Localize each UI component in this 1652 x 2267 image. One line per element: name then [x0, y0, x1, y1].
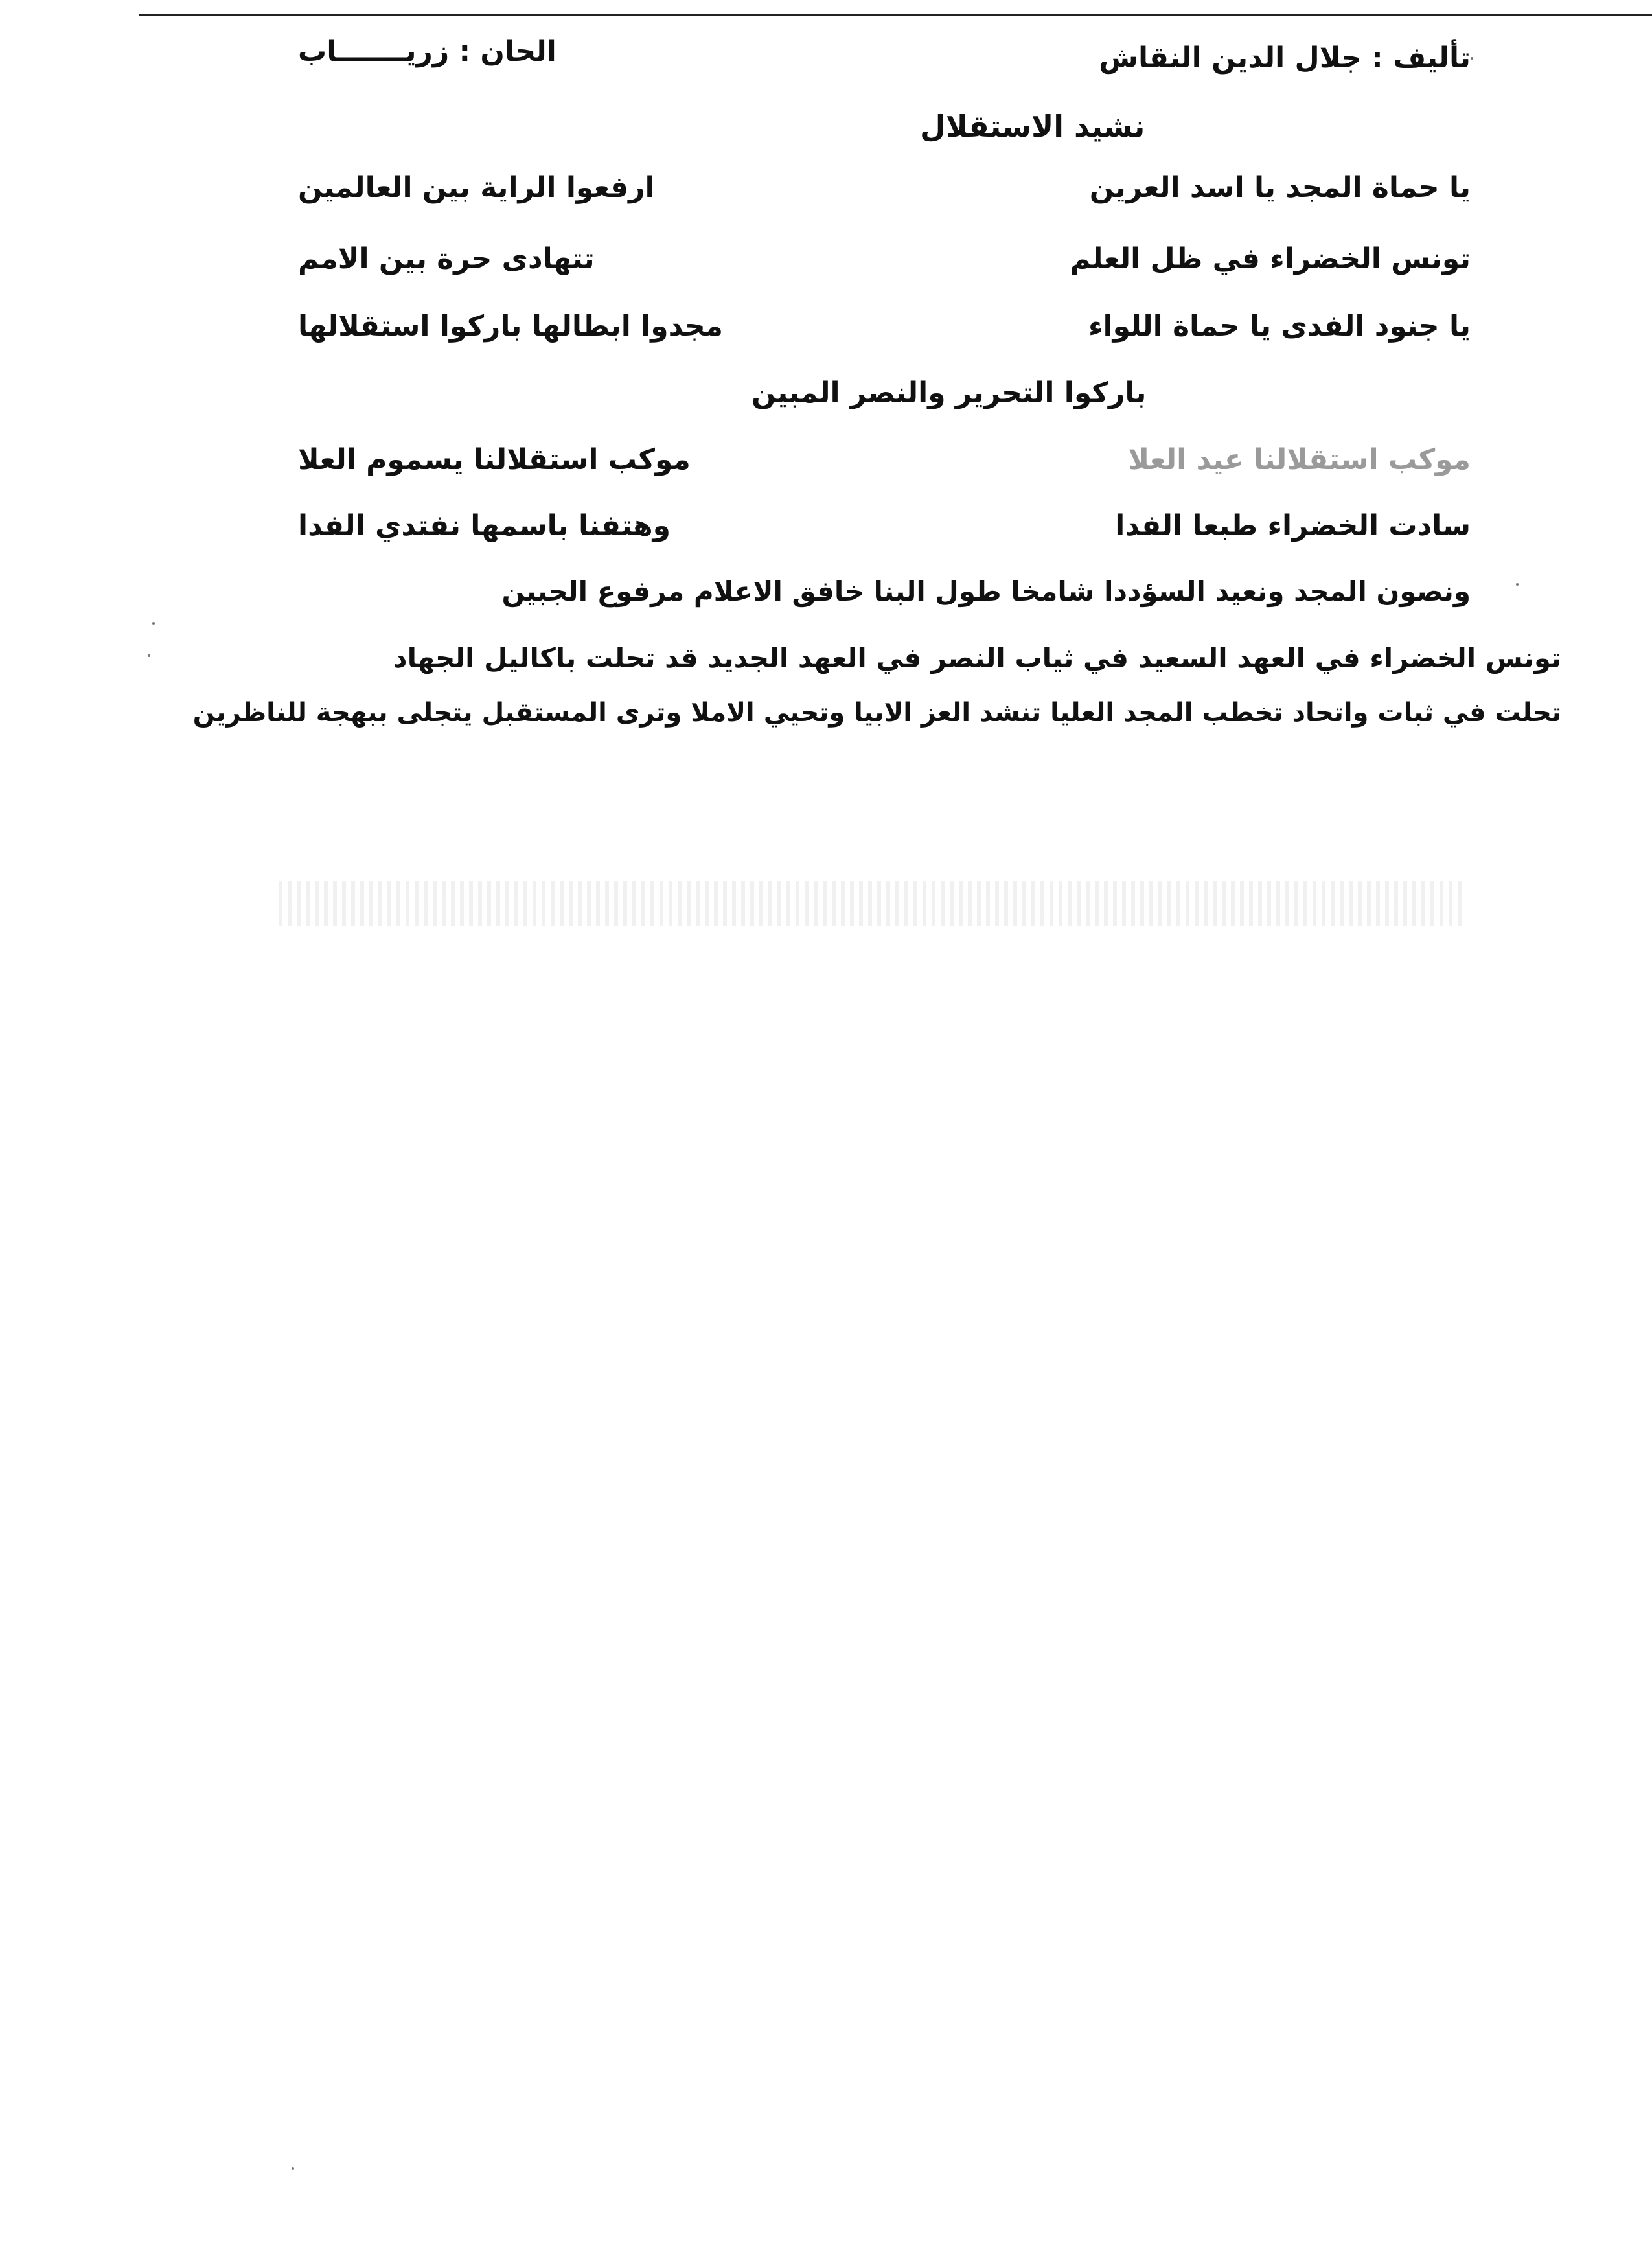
scan-smudge [279, 881, 1464, 926]
refrain-line: باركوا التحرير والنصر المبين [751, 376, 1147, 409]
verse-5-left: وهتفنا باسمها نفتدي الفدا [298, 509, 671, 542]
verse-1-right: يا حماة المجد يا اسد العرين [1089, 171, 1471, 204]
verse-line-7: تونس الخضراء في العهد السعيد في ثياب النصر في العهد الجديد قد تحلت باكاليل الجهاد [393, 642, 1561, 674]
verse-5-right: سادت الخضراء طبعا الفدا [1115, 509, 1471, 542]
verse-4-right: موكب استقلالنا عيد العلا [1128, 443, 1471, 476]
verse-line-8: تحلت في ثبات واتحاد تخطب المجد العليا تنشد العز الابيا وتحيي الاملا وترى المستقبل يتجلى ببهجة للناظرين [192, 698, 1561, 728]
top-border-line [139, 14, 1652, 16]
verse-2-right: تونس الخضراء في ظل العلم [1070, 242, 1471, 275]
verse-3-right: يا جنود الفدى يا حماة اللواء [1088, 310, 1471, 343]
author-line: تأليف : جلال الدين النقاش [1099, 41, 1471, 75]
verse-3-left: مجدوا ابطالها باركوا استقلالها [298, 310, 723, 343]
verse-2-left: تتهادى حرة بين الامم [298, 242, 595, 275]
verse-1-left: ارفعوا الراية بين العالمين [298, 171, 655, 204]
verse-4-left: موكب استقلالنا يسموم العلا [298, 443, 691, 476]
verse-line-6: ونصون المجد ونعيد السؤددا شامخا طول البنا خافق الاعلام مرفوع الجبين [501, 575, 1471, 607]
melody-line: الحان : زريـــــــاب [298, 35, 556, 68]
anthem-title: نشيد الاستقلال [920, 109, 1145, 144]
